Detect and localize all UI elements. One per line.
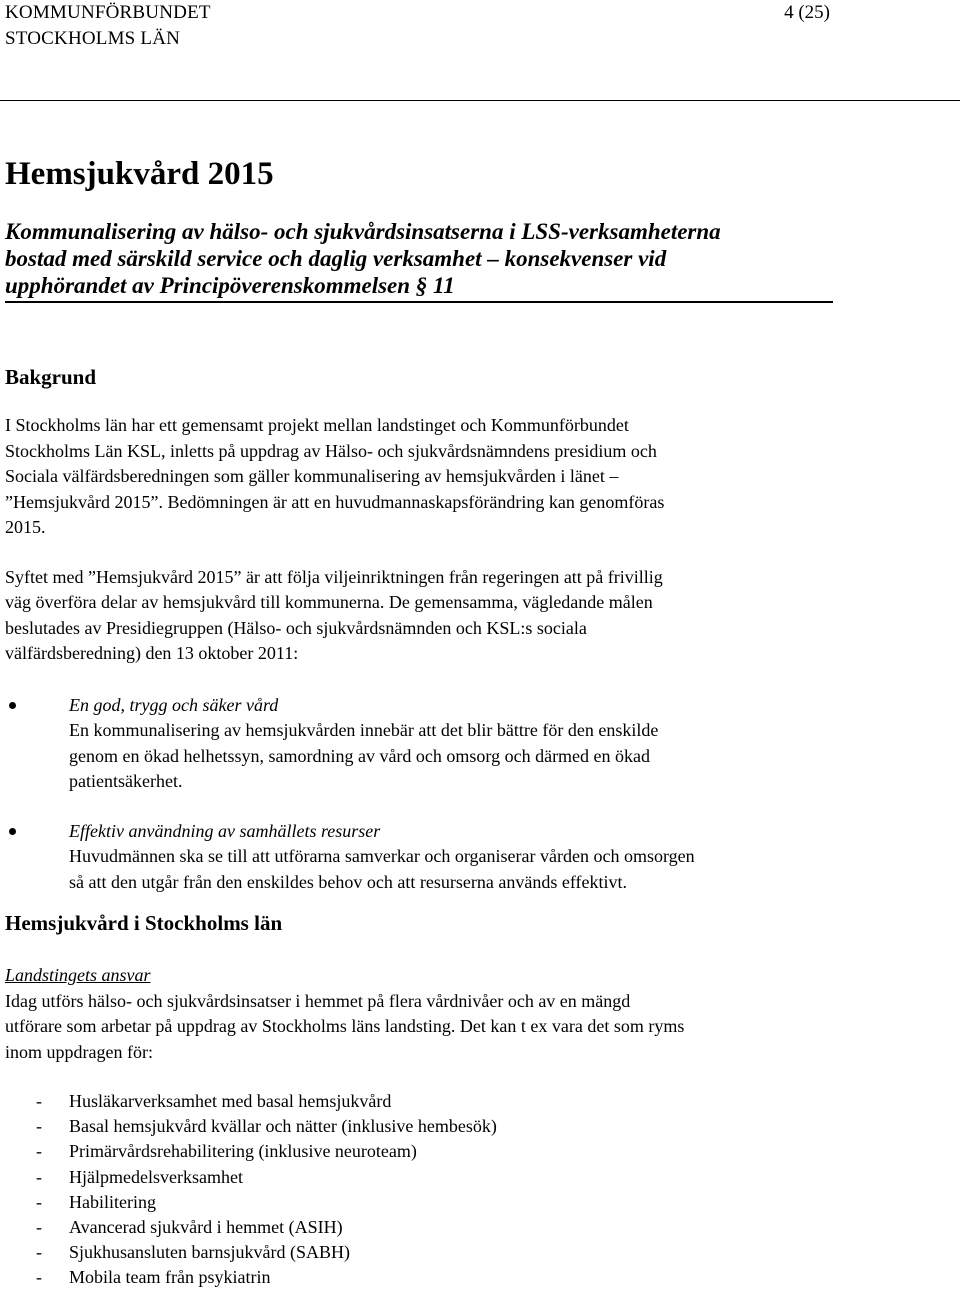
paragraph-line: inom uppdragen för: — [5, 1041, 153, 1062]
service-item — [5, 1089, 855, 1114]
goal-item — [5, 693, 855, 795]
service-item — [5, 1215, 855, 1240]
paragraph-line: Syftet med ”Hemsjukvård 2015” är att följa viljeinriktningen från regeringen att på frivillig — [5, 566, 663, 587]
services-list — [5, 1089, 855, 1291]
background-paragraph-2 — [5, 565, 855, 667]
paragraph-line: väg överföra delar av hemsjukvård till kommunerna. De gemensamma, vägledande målen — [5, 592, 653, 612]
document-body — [5, 150, 855, 1291]
service-label: Hjälpmedelsverksamhet — [69, 1166, 243, 1187]
paragraph-line: 2015. — [5, 517, 46, 537]
goal-title: Effektiv användning av samhällets resurser — [69, 820, 381, 841]
goal-item — [5, 819, 855, 896]
bullet-icon — [9, 702, 16, 709]
goal-line: Huvudmännen ska se till att utförarna samverkar och organiserar vården och omsorgen — [69, 846, 695, 866]
paragraph-line: beslutades av Presidiegruppen (Hälso- och sjukvårdsnämnden och KSL:s sociala — [5, 617, 587, 638]
goals-list — [5, 693, 855, 896]
dash-marker: - — [36, 1116, 42, 1137]
paragraph-line: Idag utförs hälso- och sjukvårdsinsatser i hemmet på flera vårdnivåer och av en mängd — [5, 990, 631, 1011]
stockholm-intro-paragraph — [5, 989, 855, 1066]
dash-marker: - — [36, 1191, 42, 1212]
section-heading-stockholm: Hemsjukvård i Stockholms län — [5, 911, 283, 935]
document-subtitle — [5, 218, 833, 303]
service-label: Mobila team från psykiatrin — [69, 1267, 271, 1288]
paragraph-line: utförare som arbetar på uppdrag av Stockholms läns landsting. Det kan t ex vara det som ryms — [5, 1016, 685, 1036]
page-header — [5, 0, 955, 60]
dash-marker: - — [36, 1141, 42, 1162]
service-label: Habilitering — [69, 1191, 156, 1212]
service-label: Avancerad sjukvård i hemmet (ASIH) — [69, 1217, 343, 1238]
subtitle-line: Kommunalisering av hälso- och sjukvårdsinsatserna i LSS-verksamheterna — [5, 219, 721, 244]
goal-line: så att den utgår från den enskildes behov och att resurserna används effektivt. — [69, 871, 627, 892]
service-item — [5, 1240, 855, 1265]
dash-marker: - — [36, 1217, 42, 1238]
service-item — [5, 1139, 855, 1164]
paragraph-line: Stockholms Län KSL, inletts på uppdrag av Hälso- och sjukvårdsnämndens presidium och — [5, 440, 657, 461]
bullet-icon — [9, 828, 16, 835]
service-item — [5, 1165, 855, 1190]
subtitle-line: bostad med särskild service och daglig verksamhet – konsekvenser vid — [5, 246, 667, 271]
organization-name-line2: STOCKHOLMS LÄN — [5, 28, 181, 49]
service-label: Basal hemsjukvård kvällar och nätter (inklusive hembesök) — [69, 1116, 497, 1137]
dash-marker: - — [36, 1166, 42, 1187]
dash-marker: - — [36, 1242, 42, 1263]
goal-line: patientsäkerhet. — [69, 771, 183, 791]
paragraph-line: Sociala välfärdsberedningen som gäller kommunalisering av hemsjukvården i länet – — [5, 466, 619, 486]
document-title: Hemsjukvård 2015 — [5, 156, 274, 192]
subheading-county-responsibility: Landstingets ansvar — [5, 965, 151, 985]
background-paragraph-1 — [5, 413, 855, 541]
subtitle-line: upphörandet av Principöverenskommelsen § 11 — [5, 273, 455, 298]
service-label: Primärvårdsrehabilitering (inklusive neuroteam) — [69, 1141, 417, 1162]
paragraph-line: ”Hemsjukvård 2015”. Bedömningen är att en huvudmannaskapsförändring kan genomföras — [5, 491, 665, 512]
goal-line: genom en ökad helhetssyn, samordning av vård och omsorg och därmed en ökad — [69, 745, 651, 766]
page-number: 4 (25) — [784, 2, 830, 23]
service-item — [5, 1190, 855, 1215]
paragraph-line: välfärdsberedning) den 13 oktober 2011: — [5, 643, 299, 663]
header-divider — [0, 100, 960, 101]
service-item — [5, 1114, 855, 1139]
service-label: Husläkarverksamhet med basal hemsjukvård — [69, 1091, 392, 1111]
goal-title: En god, trygg och säker vård — [69, 694, 279, 715]
dash-marker: - — [36, 1091, 42, 1111]
organization-name-line1: KOMMUNFÖRBUNDET — [5, 2, 211, 23]
service-label: Sjukhusansluten barnsjukvård (SABH) — [69, 1242, 350, 1263]
dash-marker: - — [36, 1267, 42, 1288]
goal-line: En kommunalisering av hemsjukvården innebär att det blir bättre för den enskilde — [69, 720, 659, 740]
section-heading-background: Bakgrund — [5, 365, 97, 389]
paragraph-line: I Stockholms län har ett gemensamt projekt mellan landstinget och Kommunförbundet — [5, 415, 629, 435]
service-item — [5, 1265, 855, 1290]
